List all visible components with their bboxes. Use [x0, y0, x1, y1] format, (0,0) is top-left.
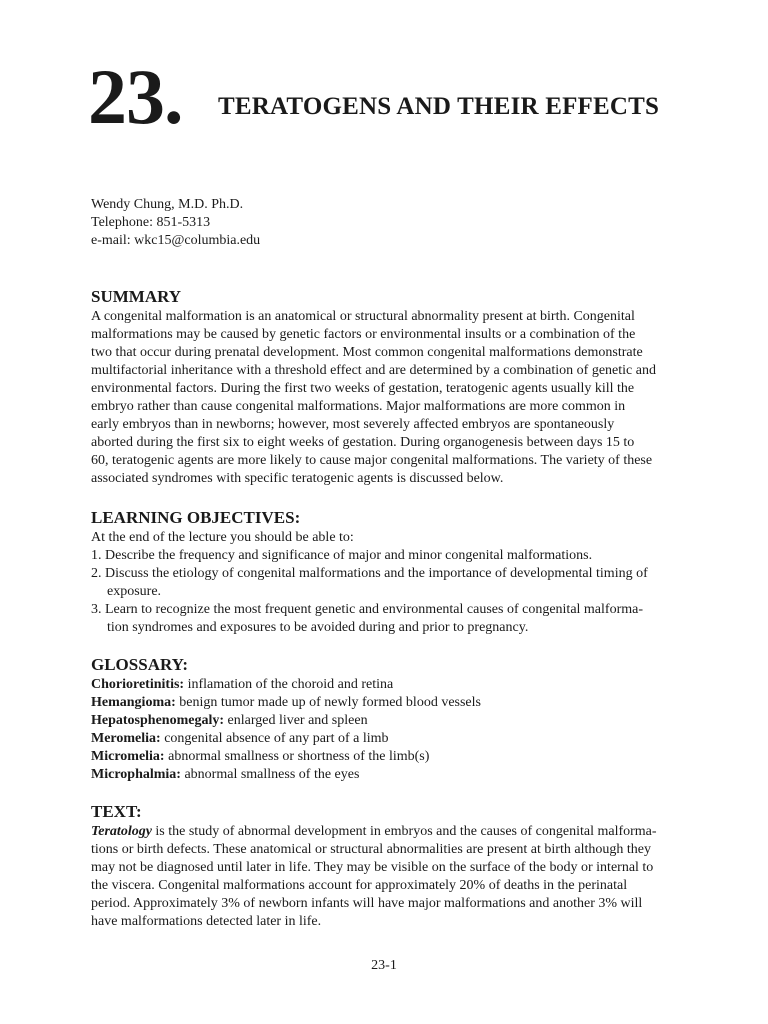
glossary-entry [91, 712, 711, 730]
objective-item-continuation: tion syndromes and exposures to be avoided during and prior to pregnancy. [107, 620, 529, 635]
author-block [91, 196, 260, 250]
text-paragraph [91, 823, 711, 931]
summary-line: multifactorial inheritance with a threshold effect and are determined by a combination of genetic and [91, 363, 656, 378]
glossary-entry [91, 676, 711, 694]
summary-line: 60, teratogenic agents are more likely to cause major congenital malformations. The variety of these [91, 453, 653, 468]
glossary-definition: benign tumor made up of newly formed blood vessels [175, 695, 481, 710]
author-telephone: Telephone: 851-5313 [91, 215, 211, 230]
objectives-heading: LEARNING OBJECTIVES: [91, 508, 301, 527]
text-line: may not be diagnosed until later in life. They may be visible on the surface of the body or internal to [91, 860, 654, 875]
summary-line: two that occur during prenatal development. Most common congenital malformations demonstrate [91, 345, 643, 360]
glossary-definition: inflamation of the choroid and retina [184, 677, 394, 692]
summary-heading: SUMMARY [91, 287, 182, 306]
glossary-definition: enlarged liver and spleen [224, 713, 368, 728]
glossary-term: Meromelia: [91, 731, 161, 746]
objective-item: 3. Learn to recognize the most frequent genetic and environmental causes of congenital malforma- [91, 602, 644, 617]
summary-paragraph [91, 308, 711, 488]
text-line: period. Approximately 3% of newborn infants will have major malformations and another 3% will [91, 896, 643, 911]
page-number: 23-1 [371, 958, 397, 973]
glossary-entry [91, 730, 711, 748]
objectives-intro: At the end of the lecture you should be able to: [91, 530, 354, 545]
glossary-term: Hepatosphenomegaly: [91, 713, 224, 728]
author-name: Wendy Chung, M.D. Ph.D. [91, 197, 244, 212]
summary-line: A congenital malformation is an anatomical or structural abnormality present at birth. Congenital [91, 309, 635, 324]
glossary-entry [91, 694, 711, 712]
text-line: is the study of abnormal development in embryos and the causes of congenital malforma- [151, 824, 657, 839]
objective-item-continuation: exposure. [107, 584, 162, 599]
summary-line: associated syndromes with specific teratogenic agents is discussed below. [91, 471, 504, 486]
glossary-heading: GLOSSARY: [91, 655, 189, 674]
text-line: tions or birth defects. These anatomical or structural abnormalities are present at birth although they [91, 842, 651, 857]
objective-item: 2. Discuss the etiology of congenital malformations and the importance of developmental timing of [91, 566, 648, 581]
glossary-definition: abnormal smallness of the eyes [180, 767, 360, 782]
text-first-line [91, 823, 711, 841]
objectives-list [91, 529, 711, 637]
objective-item: 1. Describe the frequency and significance of major and minor congenital malformations. [91, 548, 593, 563]
glossary-term: Microphalmia: [91, 767, 181, 782]
chapter-title: TERATOGENS AND THEIR EFFECTS [218, 93, 660, 120]
text-heading: TEXT: [91, 802, 142, 821]
glossary-entry [91, 766, 711, 784]
chapter-number: 23. [88, 53, 183, 140]
teratology-term: Teratology [91, 824, 152, 839]
glossary-term: Chorioretinitis: [91, 677, 185, 692]
text-line: have malformations detected later in life. [91, 914, 322, 929]
glossary-term: Hemangioma: [91, 695, 176, 710]
author-email: e-mail: wkc15@columbia.edu [91, 233, 261, 248]
glossary-list [91, 676, 711, 784]
glossary-term: Micromelia: [91, 749, 165, 764]
glossary-definition: congenital absence of any part of a limb [160, 731, 389, 746]
summary-line: malformations may be caused by genetic factors or environmental insults or a combination of the [91, 327, 636, 342]
text-line: the viscera. Congenital malformations account for approximately 20% of deaths in the perinatal [91, 878, 628, 893]
summary-line: aborted during the first six to eight weeks of gestation. During organogenesis between days 15 to [91, 435, 635, 450]
summary-line: environmental factors. During the first two weeks of gestation, teratogenic agents usually kill the [91, 381, 635, 396]
summary-line: embryo rather than cause congenital malformations. Major malformations are more common in [91, 399, 626, 414]
summary-line: early embryos than in newborns; however, most severely affected embryos are spontaneously [91, 417, 615, 432]
glossary-entry [91, 748, 711, 766]
glossary-definition: abnormal smallness or shortness of the limb(s) [164, 749, 430, 764]
